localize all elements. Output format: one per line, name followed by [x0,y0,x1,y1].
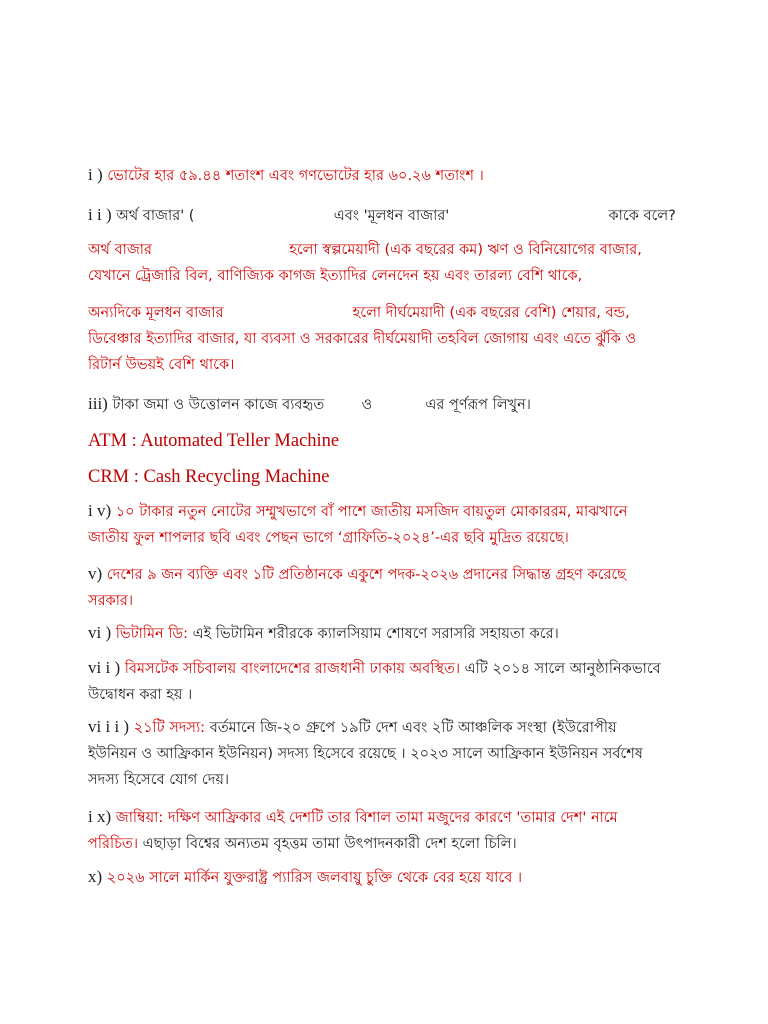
item-number: i v) [88,501,112,520]
item-iv [88,498,680,551]
item-iii-question [88,391,680,418]
item-ix [88,804,680,857]
item-v [88,561,680,614]
answer-text: জাম্বিয়া: দক্ষিণ আফ্রিকার এই দেশটি তার বিশাল তামা মজুদের কারণে 'তামার দেশ' নামে [115,810,618,826]
answer-text: পরিচিত। [88,836,139,852]
crm-definition: CRM : Cash Recycling Machine [88,467,330,487]
definition-line: ডিবেঞ্চার ইত্যাদির বাজার, যা ব্যবসা ও সরকারের দীর্ঘমেয়াদী তহবিল জোগায় এবং এতে ঝুঁকি ও [88,331,637,347]
answer-line: ইউনিয়ন ও আফ্রিকান ইউনিয়ন) সদস্য হিসেবে রয়েছে । ২০২৩ সালে আফ্রিকান ইউনিয়ন সর্বশেষ [88,746,643,762]
item-ii-answer-capital-market [88,300,680,378]
answer-line: উদ্বোধন করা হয় । [88,687,193,703]
answer-text: বর্তমানে জি-২০ গ্রুপে ১৯টি দেশ এবং ২টি আঞ্চলিক সংস্থা (ইউরোপীয় [209,720,617,736]
atm-definition: ATM : Automated Teller Machine [88,431,340,451]
item-number: iii) [88,394,108,413]
answer-text: বিমসটেক সচিবালয় বাংলাদেশের রাজধানী ঢাকায় অবস্থিত। [124,661,461,677]
definition: হলো স্বল্পমেয়াদী (এক বছরের কম) ঋণ ও বিনিয়োগের বাজার, [289,242,642,258]
question-part: টাকা জমা ও উত্তোলন কাজে ব্যবহৃত [112,397,325,413]
answer-term: ২১টি সদস্য: [133,720,206,736]
answer-text: এটি ২০১৪ সালে আনুষ্ঠানিকভাবে [464,661,661,677]
item-number: vi i ) [88,658,121,677]
definition-line: যেখানে ট্রেজারি বিল, বাণিজ্যিক কাগজ ইত্যাদির লেনদেন হয় এবং তারল্য বেশি থাকে, [88,268,583,284]
answer-line: সদস্য হিসেবে যোগ দেয়। [88,772,230,788]
question-part: এর পূর্ণরূপ লিখুন। [425,397,531,413]
answer-line: জাতীয় ফুল শাপলার ছবি এবং পেছন ভাগে ‘গ্রাফিতি-২০২৪’-এর ছবি মুদ্রিত রয়েছে। [88,530,569,546]
item-number: i ) [88,165,103,184]
term: অর্থ বাজার [88,242,152,258]
question-part: কাকে বলে? [608,208,676,224]
item-number: i i ) [88,205,112,224]
item-number: vi ) [88,623,112,642]
answer-term: ভিটামিন ডি: [115,626,188,642]
answer-text: ভোটের হার ৫৯.৪৪ শতাংশ এবং গণভোটের হার ৬০.২৬ শতাংশ । [107,168,484,184]
answer-text: ১০ টাকার নতুন নোটের সম্মুখভাগে বাঁ পাশে জাতীয় মসজিদ বায়তুল মোকাররম, মাঝখানে [115,504,628,520]
item-ii-answer-money-market [88,237,680,289]
question-part: ও [361,397,373,413]
question-part: অর্থ বাজার' ( [116,208,195,224]
definition-line: রিটার্ন উভয়ই বেশি থাকে। [88,357,235,373]
item-vi [88,620,680,647]
question-part: এবং 'মূলধন বাজার' [333,208,450,224]
answer-text: এছাড়া বিশ্বের অন্যতম বৃহত্তম তামা উৎপাদনকারী দেশ হলো চিলি। [142,836,517,852]
item-i [88,162,680,189]
term: অন্যদিকে মূলধন বাজার [88,305,224,321]
item-number: x) [88,867,103,886]
item-viii [88,714,680,793]
answer-text: এই ভিটামিন শরীরকে ক্যালসিয়াম শোষণে সরাসরি সহায়তা করে। [192,626,559,642]
item-ii-question [88,202,680,229]
item-number: i x) [88,807,112,826]
definition: হলো দীর্ঘমেয়াদী (এক বছরের বেশি) শেয়ার, বন্ড, [352,305,630,321]
answer-line: সরকার। [88,593,134,609]
item-number: vi i i ) [88,717,130,736]
answer-text: ২০২৬ সালে মার্কিন যুক্তরাষ্ট্র প্যারিস জলবায়ু চুক্তি থেকে বের হয়ে যাবে । [106,870,523,886]
item-number: v) [88,564,103,583]
item-vii [88,655,680,708]
answer-text: দেশের ৯ জন ব্যক্তি এবং ১টি প্রতিষ্ঠানকে একুশে পদক-২০২৬ প্রদানের সিদ্ধান্ত গ্রহণ করেছে [106,567,627,583]
item-x [88,864,680,891]
